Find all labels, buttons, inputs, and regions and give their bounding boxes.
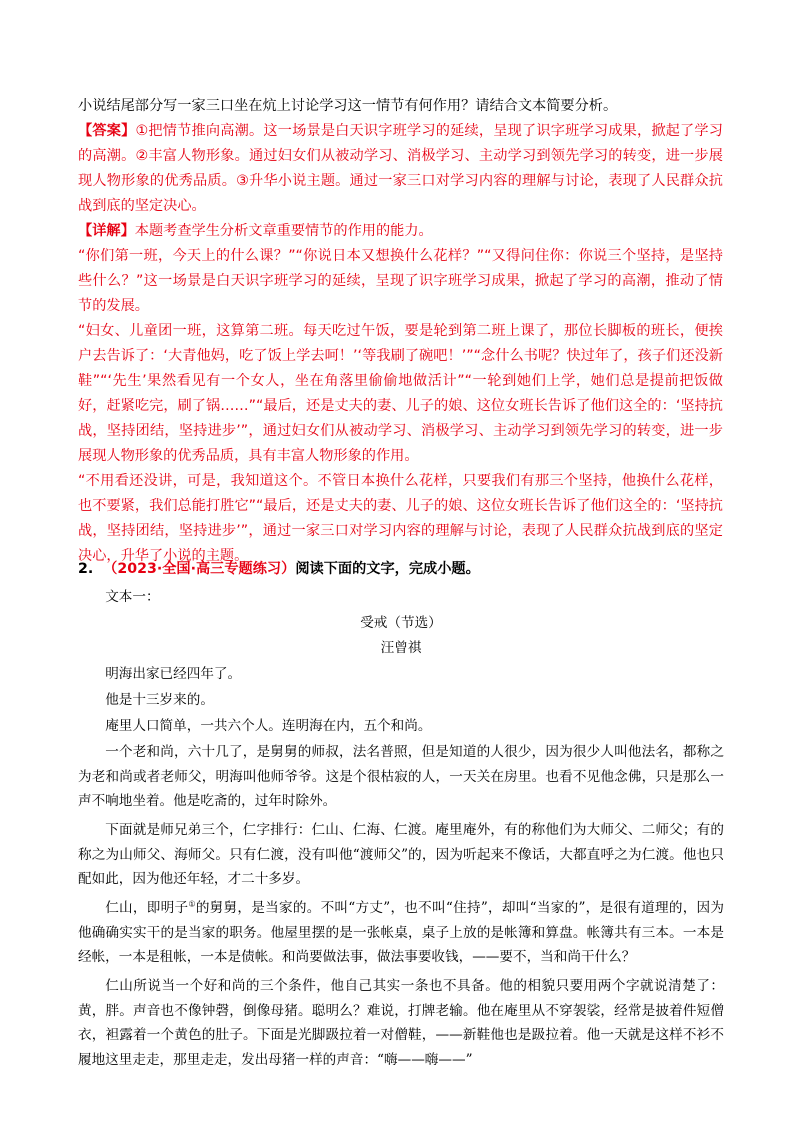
question-source: （2023·全国·高三专题练习） [103, 561, 296, 577]
story-paragraph: 庵里人口简单，一共六个人。连明海在内，五个和尚。 [105, 718, 432, 734]
story-paragraph: 明海出家已经四年了。 [105, 666, 242, 682]
question-number: 2. [78, 561, 94, 577]
detail-paragraph: “你们第一班，今天上的什么课？”“你说日本又想换什么花样？”“又得问住你：你说三个坚持，是坚持些什么？”这一场景是白天识字班学习的延续，呈现了识字班学习成果，掀起了学习的高潮，推动了情节的发展。 [78, 248, 723, 314]
question-2-heading [78, 557, 723, 582]
footnote-marker: ① [188, 899, 196, 909]
detail-paragraph: “妇女、儿童团一班，这算第二班。每天吃过午饭，要是轮到第二班上课了，那位长脚板的班长，便挨户去告诉了：‘大青他妈，吃了饭上学去呵！’‘等我刷了碗吧！’”“念什么书呢？快过年了，孩子们还没新鞋”“‘先生’果然看见有一个女人，坐在角落里偷偷地做活计”“一轮到她们上学，她们总是提前把饭做好，赶紧吃完，刷了锅……”“最后，还是丈夫的妻、儿子的娘、这位女班长告诉了他们这全的：‘坚持抗战，坚持团结，坚持进步’”，通过妇女们从被动学习、消极学习、主动学习到领先学习的转变，进一步展现人物形象的优秀品质，具有丰富人物形象的作用。 [78, 323, 723, 464]
detail-tag: 【详解】 [78, 223, 135, 239]
story-text: 的舅舅，是当家的。不叫“方丈”，也不叫“住持”，却叫“当家的”，是很有道理的，因为他确确实实干的是当家的职务。他屋里摆的是一张帐桌，桌子上放的是帐簿和算盘。帐簿共有三本。一本是经帐，一本是租帐，一本是债帐。和尚要做法事，做法事要收钱，——要不，当和尚干什么？ [78, 900, 725, 965]
story-title: 受戒（节选） [360, 615, 442, 631]
story-paragraph: 一个老和尚，六十几了，是舅舅的师叔，法名普照，但是知道的人很少，因为很少人叫他法名，都称之为老和尚或者老师父，明海叫他师爷爷。这是个很枯寂的人，一天关在房里。也看不见他念佛，只是那么一声不响地坐着。他是吃斋的，过年时除外。 [78, 744, 724, 809]
answer-tag: 【答案】 [78, 123, 136, 139]
story-paragraph: 下面就是师兄弟三个，仁字排行：仁山、仁海、仁渡。庵里庵外，有的称他们为大师父、二师父；有的称之为山师父、海师父。只有仁渡，没有叫他“渡师父”的，因为听起来不像话，大都直呼之为仁渡。他也只配如此，因为他还年轻，才二十多岁。 [78, 822, 724, 887]
answer-text: ①把情节推向高潮。这一场景是白天识字班学习的延续，呈现了识字班学习成果，掀起了学习的高潮。②丰富人物形象。通过妇女们从被动学习、消极学习、主动学习到领先学习的转变，进一步展现人物形象的优秀品质。③升华小说主题。通过一家三口对学习内容的理解与讨论，表现了人民群众抗战到底的坚定决心。 [78, 123, 723, 214]
answer-block [78, 119, 723, 219]
question-prompt: 阅读下面的文字，完成小题。 [295, 561, 480, 577]
detail-paragraph: “不用看还没讲，可是，我知道这个。不管日本换什么花样，只要我们有那三个坚持，他换什么花样，也不要紧，我们总能打胜它”“最后，还是丈夫的妻、儿子的娘、这位女班长告诉了他们这全的：‘坚持抗战，坚持团结，坚持进步’”，通过一家三口对学习内容的理解与讨论，表现了人民群众抗战到底的坚定决心，升华了小说的主题。 [78, 473, 723, 564]
story-paragraph: 他是十三岁来的。 [105, 692, 214, 708]
story-paragraph [78, 896, 724, 970]
story-author: 汪曾祺 [380, 640, 422, 656]
question-text: 小说结尾部分写一家三口坐在炕上讨论学习这一情节有何作用？请结合文本简要分析。 [78, 98, 618, 114]
text-label: 文本一： [105, 589, 160, 605]
story-text: 仁山，即明子 [105, 900, 189, 916]
story-paragraph: 仁山所说当一个好和尚的三个条件，他自己其实一条也不具备。他的相貌只要用两个字就说清楚了：黄，胖。声音也不像钟磬，倒像母猪。聪明么？难说，打牌老输。他在庵里从不穿袈裟，经常是披着件短僧衣，袒露着一个黄色的肚子。下面是光脚趿拉着一对僧鞋，——新鞋他也是趿拉着。他一天就是这样不衫不履地这里走走，那里走走，发出母猪一样的声音：“嗨——嗨——” [78, 978, 724, 1068]
detail-intro [78, 219, 723, 244]
detail-intro-text: 本题考查学生分析文章重要情节的作用的能力。 [134, 223, 433, 239]
